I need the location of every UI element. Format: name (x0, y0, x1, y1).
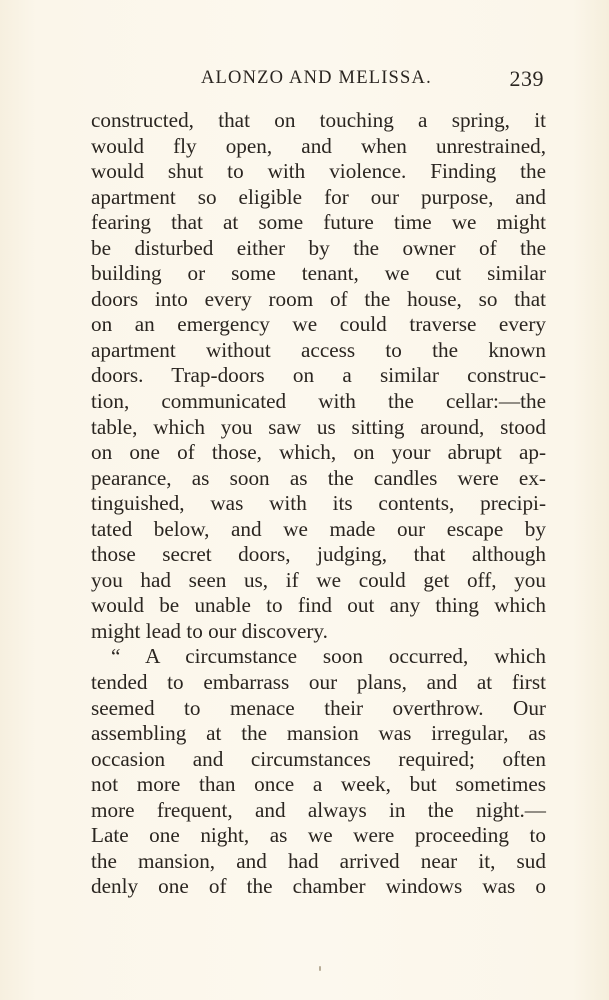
text-line: would shut to with violence. Finding the (91, 159, 546, 184)
text-line: “ A circumstance soon occurred, which (111, 644, 546, 669)
text-line: be disturbed either by the owner of the (91, 235, 546, 260)
text-line: you had seen us, if we could get off, you (91, 567, 546, 592)
running-head (92, 68, 544, 92)
text-line: tated below, and we made our escape by (91, 516, 546, 541)
text-line: Late one night, as we were proceeding to (91, 823, 546, 848)
page-number: 239 (509, 66, 544, 91)
text-line: apartment without access to the known (91, 337, 546, 362)
text-line: those secret doors, judging, that although (91, 542, 546, 567)
text-line: pearance, as soon as the candles were ex- (91, 465, 546, 490)
text-line: doors. Trap-doors on a similar construc- (91, 363, 546, 388)
text-line: on one of those, which, on your abrupt ap- (91, 440, 546, 465)
text-line: constructed, that on touching a spring, it (91, 108, 546, 132)
paper-speck (319, 966, 321, 971)
text-line: tion, communicated with the cellar:—the (91, 389, 546, 414)
text-line: assembling at the mansion was irregular, as (91, 721, 546, 746)
text-line: more frequent, and always in the night.— (91, 797, 546, 822)
text-line: denly one of the chamber windows was o (91, 874, 546, 899)
text-line: apartment so eligible for our purpose, and (91, 184, 546, 209)
text-line: would fly open, and when unrestrained, (91, 133, 546, 158)
text-line: fearing that at some future time we might (91, 210, 546, 235)
running-title: ALONZO AND MELISSA. (201, 68, 432, 88)
text-line: the mansion, and had arrived near it, sud (91, 848, 546, 873)
text-line: tinguished, was with its contents, precipi- (91, 491, 546, 516)
text-line: seemed to menace their overthrow. Our (91, 695, 546, 720)
text-line: on an emergency we could traverse every (91, 312, 546, 337)
text-line: building or some tenant, we cut similar (91, 261, 546, 286)
text-line: tended to embarrass our plans, and at first (91, 670, 546, 695)
text-line: table, which you saw us sitting around, stood (91, 414, 546, 439)
body-text (91, 108, 546, 900)
text-line: not more than once a week, but sometimes (91, 772, 546, 797)
text-line: would be unable to find out any thing which (91, 593, 546, 618)
text-line: occasion and circumstances required; often (91, 746, 546, 771)
text-line: might lead to our discovery. (91, 618, 328, 643)
text-line: doors into every room of the house, so that (91, 286, 546, 311)
